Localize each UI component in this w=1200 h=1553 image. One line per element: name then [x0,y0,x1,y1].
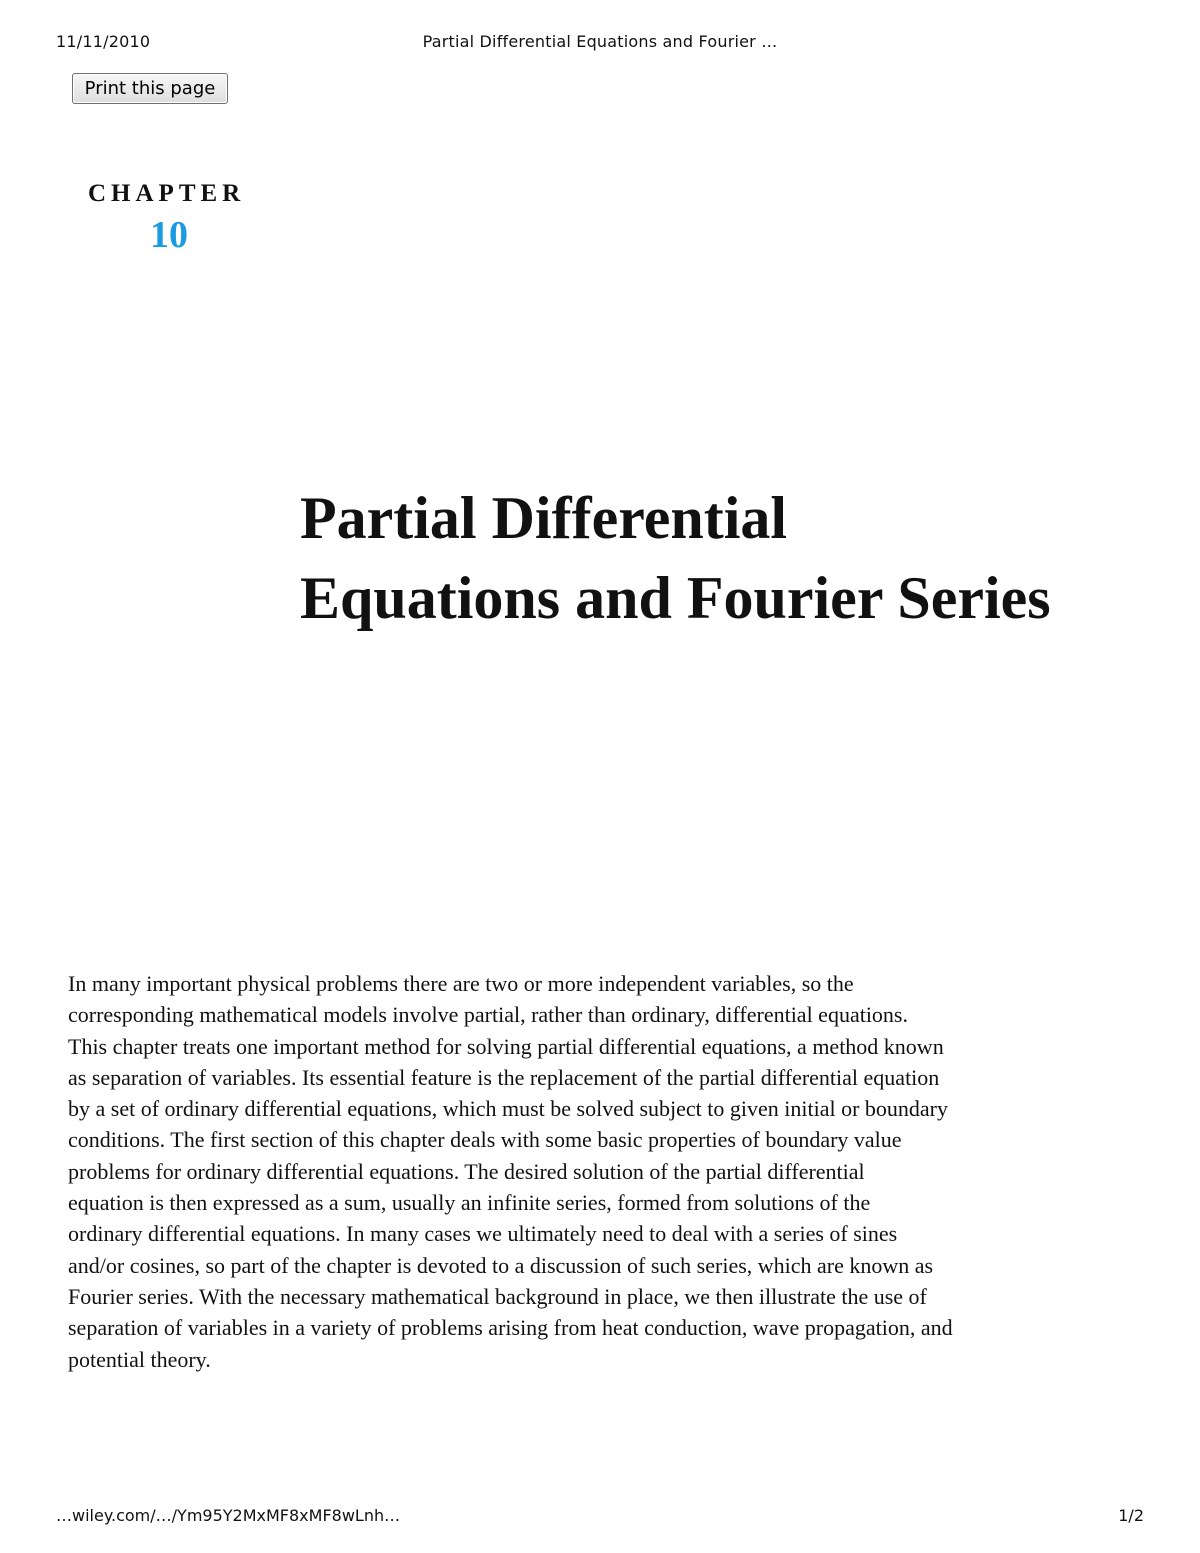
intro-line: as separation of variables. Its essential feature is the replacement of the partial differential equation [68,1064,940,1090]
intro-line: equation is then expressed as a sum, usually an infinite series, formed from solutions of the [68,1190,871,1216]
intro-line: In many important physical problems there are two or more independent variables, so the [68,971,854,996]
print-page-title: Partial Differential Equations and Fourier … [422,32,778,51]
intro-line: This chapter treats one important method for solving partial differential equations, a method known [68,1033,944,1059]
source-url: …wiley.com/…/Ym95Y2MxMF8xMF8wLnh… [56,1506,401,1525]
chapter-title [300,478,1051,638]
intro-line: conditions. The first section of this chapter deals with some basic properties of boundary value [68,1127,902,1153]
intro-paragraph [68,968,1148,1375]
intro-line: problems for ordinary differential equations. The desired solution of the partial differential [68,1158,865,1184]
print-this-page-button[interactable]: Print this page [72,73,228,104]
page-number: 1/2 [1118,1506,1144,1525]
chapter-title-line: Equations and Fourier Series [300,565,1051,631]
chapter-label: CHAPTER [88,180,246,207]
intro-line: by a set of ordinary differential equations, which must be solved subject to given initial or boundary [68,1096,948,1122]
intro-line: ordinary differential equations. In many cases we ultimately need to deal with a series of sines [68,1221,898,1247]
intro-line: potential theory. [68,1346,211,1372]
intro-line: Fourier series. With the necessary mathematical background in place, we then illustrate the use of [68,1283,927,1309]
intro-line: and/or cosines, so part of the chapter is devoted to a discussion of such series, which are known as [68,1252,934,1278]
intro-line: corresponding mathematical models involve partial, rather than ordinary, differential equations. [68,1002,908,1028]
intro-line: separation of variables in a variety of problems arising from heat conduction, wave propagation, and [68,1315,953,1341]
chapter-number: 10 [150,214,188,256]
chapter-title-line: Partial Differential [300,485,788,551]
print-date: 11/11/2010 [56,32,151,51]
